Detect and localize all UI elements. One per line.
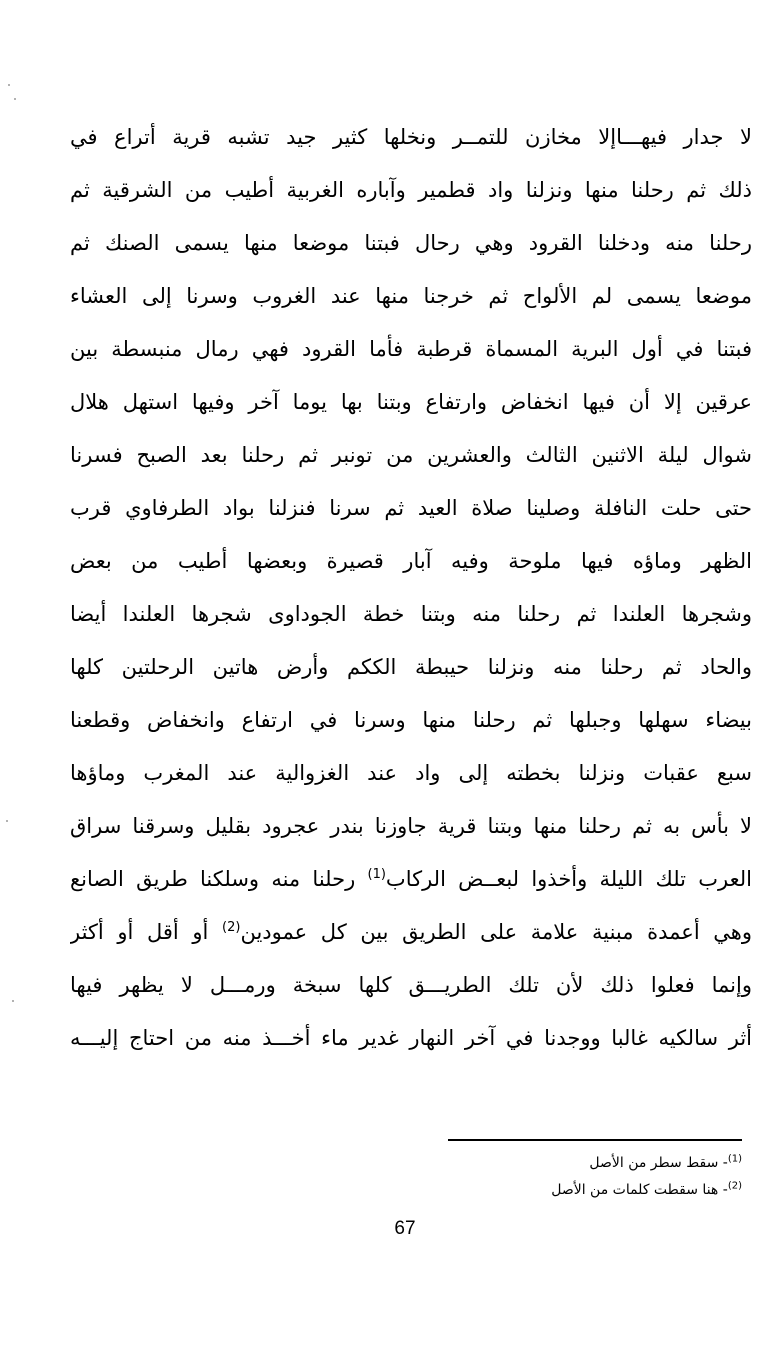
footnote-text: - هنا سقطت كلمات من الأصل bbox=[551, 1182, 728, 1198]
text-line: حتى حلت النافلة وصلينا صلاة العيد ثم سرنا فنزلنا بواد الطرفاوي قرب bbox=[70, 496, 752, 520]
scan-speck bbox=[8, 84, 10, 86]
text-line: وشجرها العلندا ثم رحلنا منه وبتنا خطة الجوداوى شجرها العلندا أيضا bbox=[70, 602, 752, 626]
scan-speck bbox=[14, 98, 16, 100]
line-segment: رحلنا منه وسلكنا طريق الصانع bbox=[70, 867, 368, 891]
line-segment: وهي أعمدة مبنية علامة على الطريق بين كل عمودين bbox=[240, 920, 752, 944]
text-line-with-footnote-1 bbox=[70, 854, 752, 907]
text-line: رحلنا منه ودخلنا القرود وهي رحال فبتنا موضعا منها يسمى الصنك ثم bbox=[70, 231, 752, 255]
text-line: فبتنا في أول البرية المسماة قرطبة فأما القرود فهي رمال منبسطة بين bbox=[70, 337, 752, 361]
footnote-1 bbox=[400, 1151, 742, 1178]
text-line: لا جدار فيهـــاإلا مخازن للتمــر ونخلها كثير جيد تشبه قرية أتراع في bbox=[70, 125, 752, 149]
text-line: لا بأس به ثم رحلنا منها وبتنا قرية جاوزنا بندر عجرود بقليل وسرقنا سراق bbox=[70, 814, 752, 838]
body-text bbox=[70, 112, 752, 1066]
footnote-ref-2: (2) bbox=[222, 920, 241, 935]
text-line: بيضاء سهلها وجبلها ثم رحلنا منها وسرنا في ارتفاع وانخفاض وقطعنا bbox=[70, 708, 752, 732]
text-line: سبع عقبات ونزلنا بخطته إلى واد عند الغزوالية عند المغرب وماؤها bbox=[70, 761, 752, 785]
footnote-ref-1: (1) bbox=[367, 867, 386, 882]
footnote-marker: (1) bbox=[727, 1153, 742, 1165]
text-line: والحاد ثم رحلنا منه ونزلنا حيبطة الككم وأرض هاتين الرحلتين كلها bbox=[70, 655, 752, 679]
text-line: عرقين إلا أن فيها انخفاض وارتفاع وبتنا بها يوما آخر وفيها استهل هلال bbox=[70, 390, 752, 414]
footnote-text: - سقط سطر من الأصل bbox=[589, 1155, 728, 1171]
scan-speck bbox=[12, 1000, 14, 1002]
text-line: أثر سالكيه غالبا ووجدنا في آخر النهار غدير ماء أخـــذ منه من احتاج إليـــه bbox=[70, 1026, 752, 1050]
footnote-2 bbox=[400, 1178, 742, 1205]
scan-speck bbox=[6, 820, 8, 822]
page-number: 67 bbox=[394, 1218, 416, 1239]
text-line: ذلك ثم رحلنا منها ونزلنا واد قطمير وآباره الغربية أطيب من الشرقية ثم bbox=[70, 178, 752, 202]
footnote-separator bbox=[448, 1139, 742, 1141]
text-line-with-footnote-2 bbox=[70, 907, 752, 960]
text-line: الظهر وماؤه فيها ملوحة وفيه آبار قصيرة وبعضها أطيب من بعض bbox=[70, 549, 752, 573]
footnote-marker: (2) bbox=[727, 1180, 742, 1192]
line-segment: العرب تلك الليلة وأخذوا لبعــض الركاب bbox=[385, 867, 752, 891]
text-line: شوال ليلة الاثنين الثالث والعشرين من تونبر ثم رحلنا بعد الصبح فسرنا bbox=[70, 443, 752, 467]
line-segment: أو أقل أو أكثر bbox=[70, 920, 223, 944]
text-line: وإنما فعلوا ذلك لأن تلك الطريـــق كلها سبخة ورمـــل لا يظهر فيها bbox=[70, 973, 752, 997]
text-line: موضعا يسمى لم الألواح ثم خرجنا منها عند الغروب وسرنا إلى العشاء bbox=[70, 284, 752, 308]
footnotes bbox=[400, 1151, 742, 1205]
